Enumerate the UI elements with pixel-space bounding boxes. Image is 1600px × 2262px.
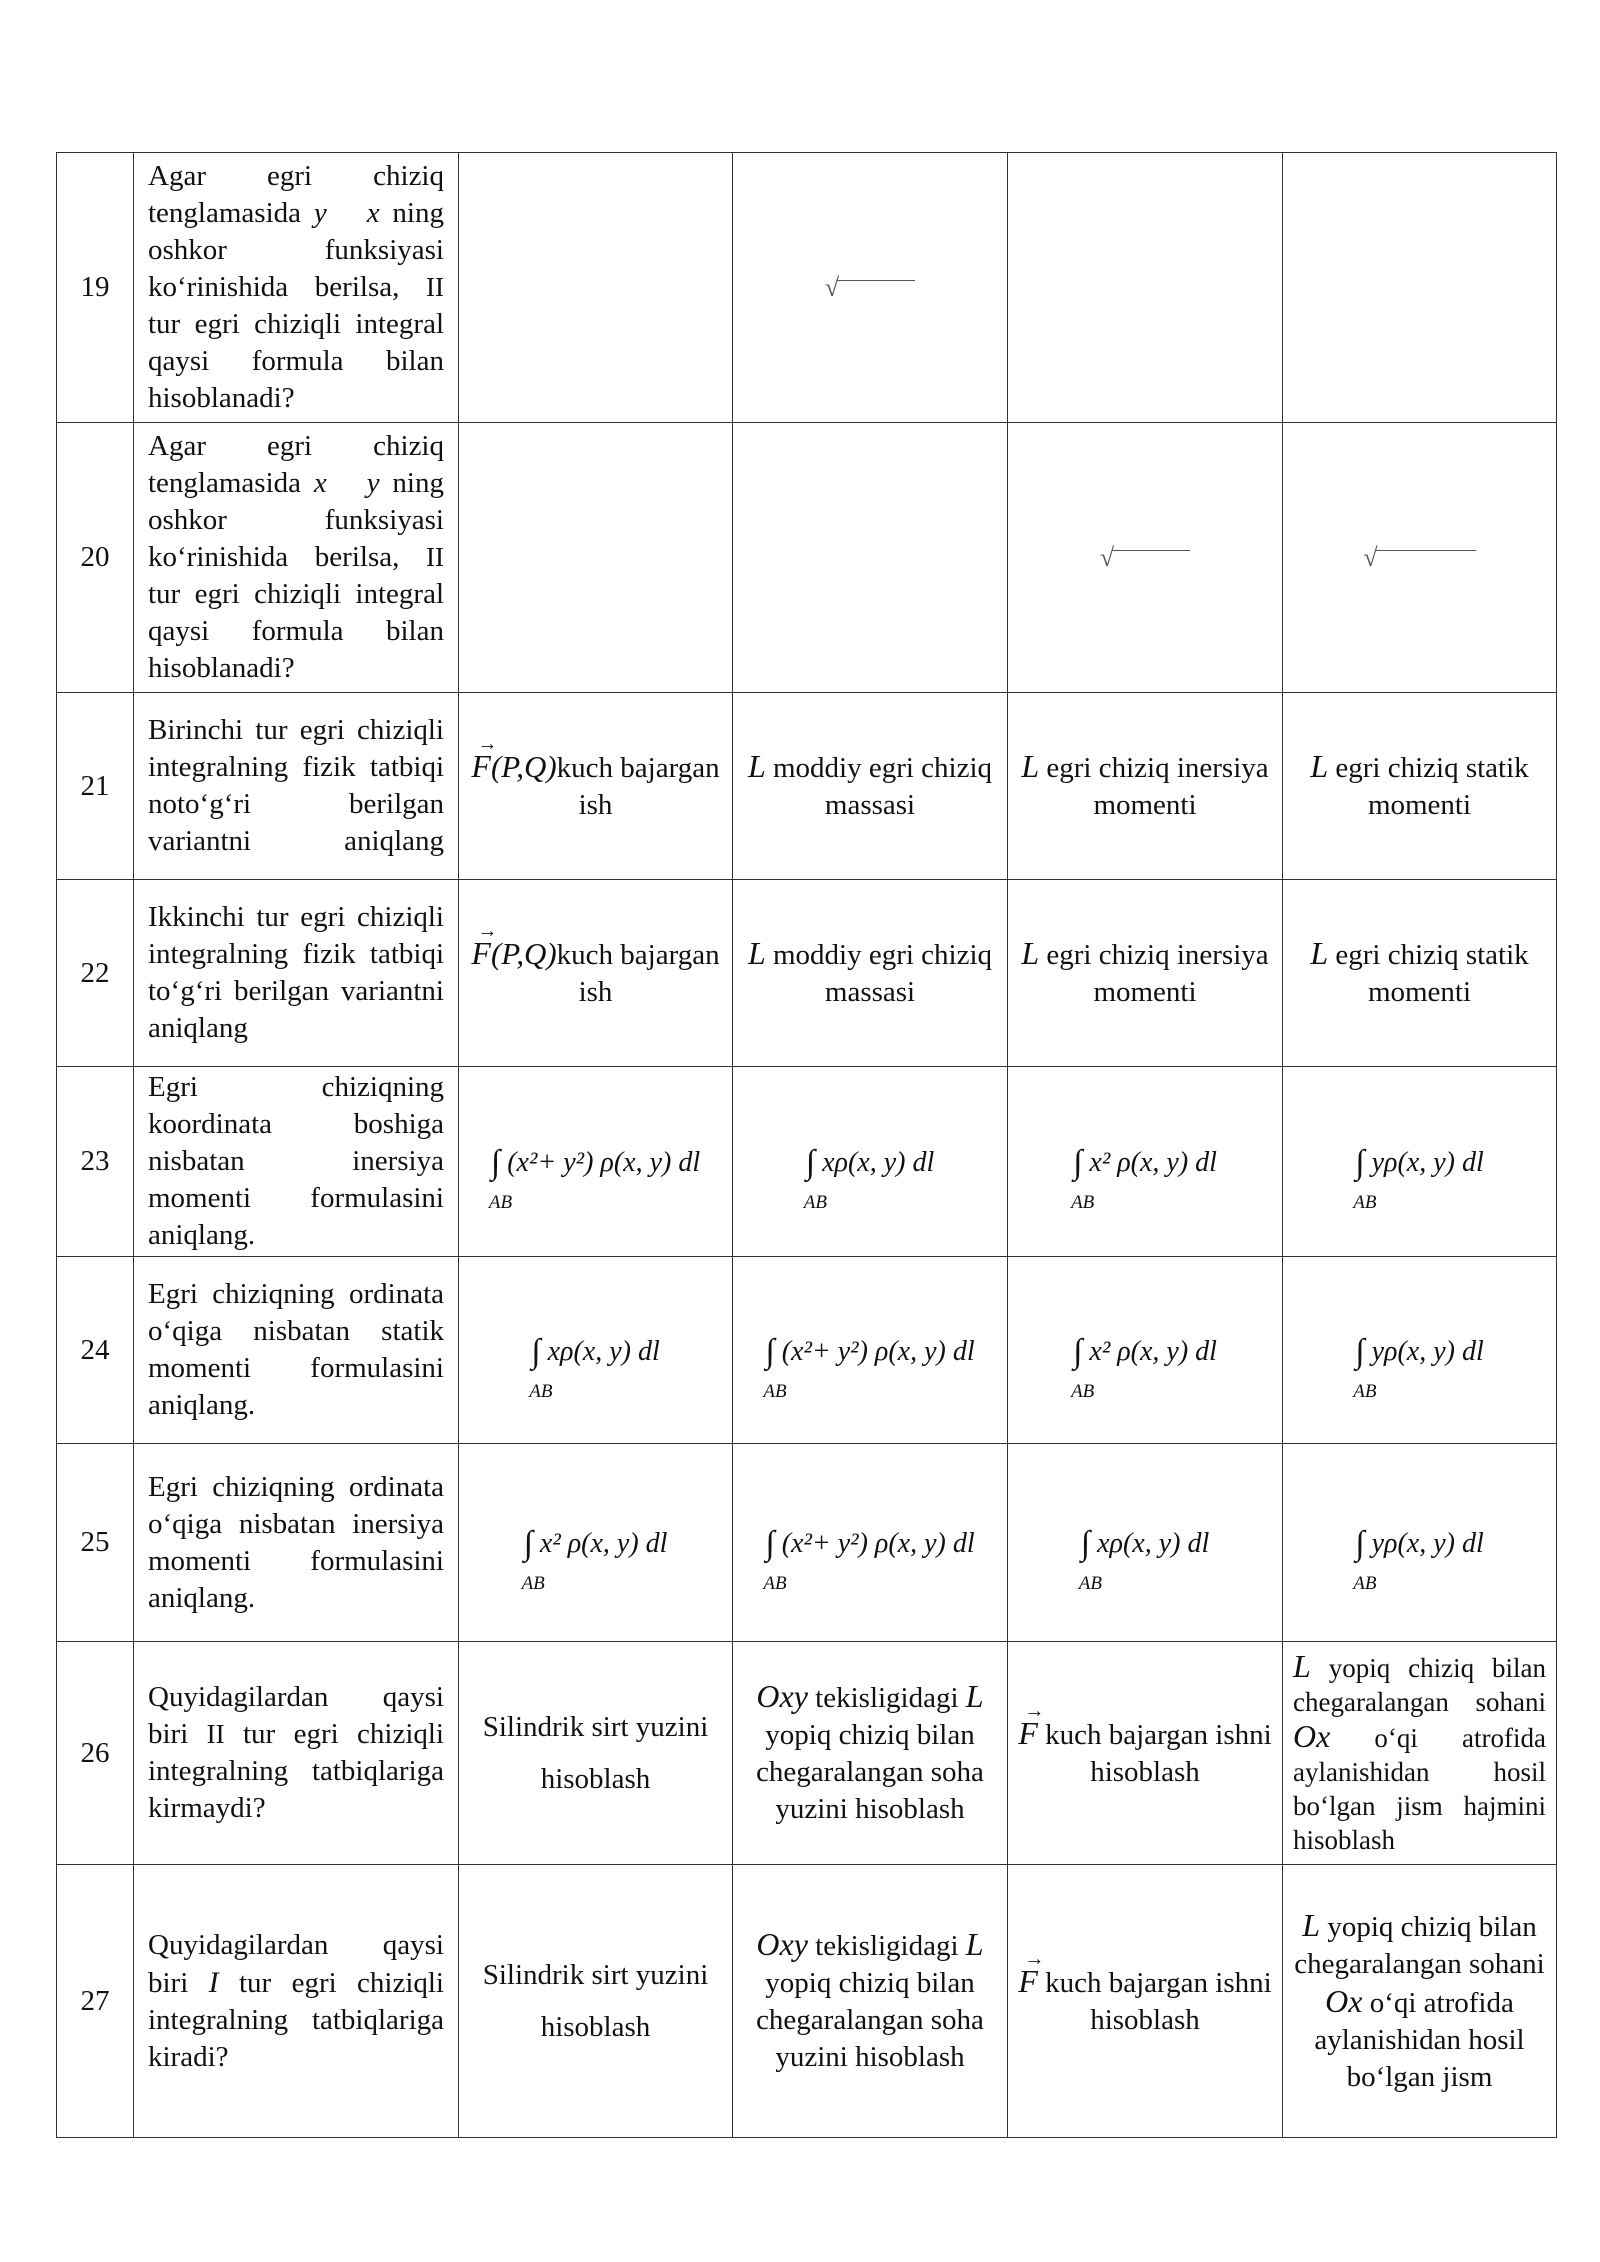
option-c: L egri chiziq inersiya momenti — [1008, 693, 1283, 880]
option-b: L moddiy egri chiziq massasi — [733, 880, 1008, 1067]
formula-option: ∫ AB yρ(x, y) dl — [1283, 1444, 1557, 1642]
table-row — [57, 1865, 1557, 2138]
formula-option: ∫ AB xρ(x, y) dl — [459, 1257, 733, 1444]
option-a — [459, 423, 733, 693]
row-number: 19 — [57, 153, 134, 423]
option-d: L yopiq chiziq bilan chegaralangan sohani Ox o‘qi atrofida aylanishidan hosil bo‘lgan jism — [1283, 1865, 1557, 2138]
table-row — [57, 1257, 1557, 1444]
row-number: 22 — [57, 880, 134, 1067]
table-row — [57, 1067, 1557, 1257]
sqrt-symbol: √ — [825, 273, 915, 302]
option-a: Silindrik sirt yuzini hisoblash — [459, 1865, 733, 2138]
table-row — [57, 880, 1557, 1067]
question-text: Quyidagilardan qaysi biri I tur egri chiziqli integralning tatbiqlariga kiradi? — [134, 1865, 459, 2138]
table-row — [57, 153, 1557, 423]
option-a: → F(P,Q)kuch bajargan ish — [459, 693, 733, 880]
question-text: Agar egri chiziq tenglamasida y x ning oshkor funksiyasi ko‘rinishida berilsa, II tur egri chiziqli integral qaysi formula bilan hisoblanadi? — [134, 153, 459, 423]
option-c: L egri chiziq inersiya momenti — [1008, 880, 1283, 1067]
question-text: Birinchi tur egri chiziqli integralning fizik tatbiqi noto‘g‘ri berilgan variantni aniqlang — [134, 693, 459, 880]
formula-option: ∫ AB xρ(x, y) dl — [733, 1067, 1008, 1257]
row-number: 24 — [57, 1257, 134, 1444]
option-c — [1008, 423, 1283, 693]
row-number: 25 — [57, 1444, 134, 1642]
table-row — [57, 1642, 1557, 1865]
option-c: → F kuch bajargan ishni hisoblash — [1008, 1642, 1283, 1865]
sqrt-symbol: √ — [1100, 543, 1190, 572]
table-row — [57, 423, 1557, 693]
test-table — [56, 152, 1557, 2138]
question-text: Ikkinchi tur egri chiziqli integralning fizik tatbiqi to‘g‘ri berilgan variantni aniqlang — [134, 880, 459, 1067]
row-number: 26 — [57, 1642, 134, 1865]
option-b — [733, 423, 1008, 693]
row-number: 27 — [57, 1865, 134, 2138]
row-number: 20 — [57, 423, 134, 693]
question-text: Quyidagilardan qaysi biri II tur egri chiziqli integralning tatbiqlariga kirmaydi? — [134, 1642, 459, 1865]
row-number: 21 — [57, 693, 134, 880]
option-d — [1283, 153, 1557, 423]
option-d — [1283, 423, 1557, 693]
option-b: L moddiy egri chiziq massasi — [733, 693, 1008, 880]
formula-option: ∫ AB (x²+ y²) ρ(x, y) dl — [733, 1257, 1008, 1444]
option-c: → F kuch bajargan ishni hisoblash — [1008, 1865, 1283, 2138]
formula-option: ∫ AB yρ(x, y) dl — [1283, 1257, 1557, 1444]
option-d: L egri chiziq statik momenti — [1283, 880, 1557, 1067]
option-b — [733, 153, 1008, 423]
question-text: Egri chiziqning koordinata boshiga nisbatan inersiya momenti formulasini aniqlang. — [134, 1067, 459, 1257]
question-text: Egri chiziqning ordinata o‘qiga nisbatan inersiya momenti formulasini aniqlang. — [134, 1444, 459, 1642]
option-a: Silindrik sirt yuzini hisoblash — [459, 1642, 733, 1865]
formula-option: ∫ AB x² ρ(x, y) dl — [1008, 1257, 1283, 1444]
option-b: Oxy tekisligidagi L yopiq chiziq bilan chegaralangan soha yuzini hisoblash — [733, 1642, 1008, 1865]
formula-option: ∫ AB x² ρ(x, y) dl — [1008, 1067, 1283, 1257]
formula-option: ∫ AB x² ρ(x, y) dl — [459, 1444, 733, 1642]
option-a: → F(P,Q)kuch bajargan ish — [459, 880, 733, 1067]
formula-option: ∫ AB (x²+ y²) ρ(x, y) dl — [459, 1067, 733, 1257]
question-text: Egri chiziqning ordinata o‘qiga nisbatan statik momenti formulasini aniqlang. — [134, 1257, 459, 1444]
option-b: Oxy tekisligidagi L yopiq chiziq bilan chegaralangan soha yuzini hisoblash — [733, 1865, 1008, 2138]
option-d: L egri chiziq statik momenti — [1283, 693, 1557, 880]
row-number: 23 — [57, 1067, 134, 1257]
formula-option: ∫ AB yρ(x, y) dl — [1283, 1067, 1557, 1257]
option-d: L yopiq chiziq bilan chegaralangan sohani Ox o‘qi atrofida aylanishidan hosil bo‘lgan jism hajmini hisoblash — [1283, 1642, 1557, 1865]
table-row — [57, 693, 1557, 880]
question-text: Agar egri chiziq tenglamasida x y ning oshkor funksiyasi ko‘rinishida berilsa, II tur egri chiziqli integral qaysi formula bilan hisoblanadi? — [134, 423, 459, 693]
option-a — [459, 153, 733, 423]
formula-option: ∫ AB xρ(x, y) dl — [1008, 1444, 1283, 1642]
option-c — [1008, 153, 1283, 423]
sqrt-symbol: √ — [1363, 543, 1475, 572]
formula-option: ∫ AB (x²+ y²) ρ(x, y) dl — [733, 1444, 1008, 1642]
table-row — [57, 1444, 1557, 1642]
